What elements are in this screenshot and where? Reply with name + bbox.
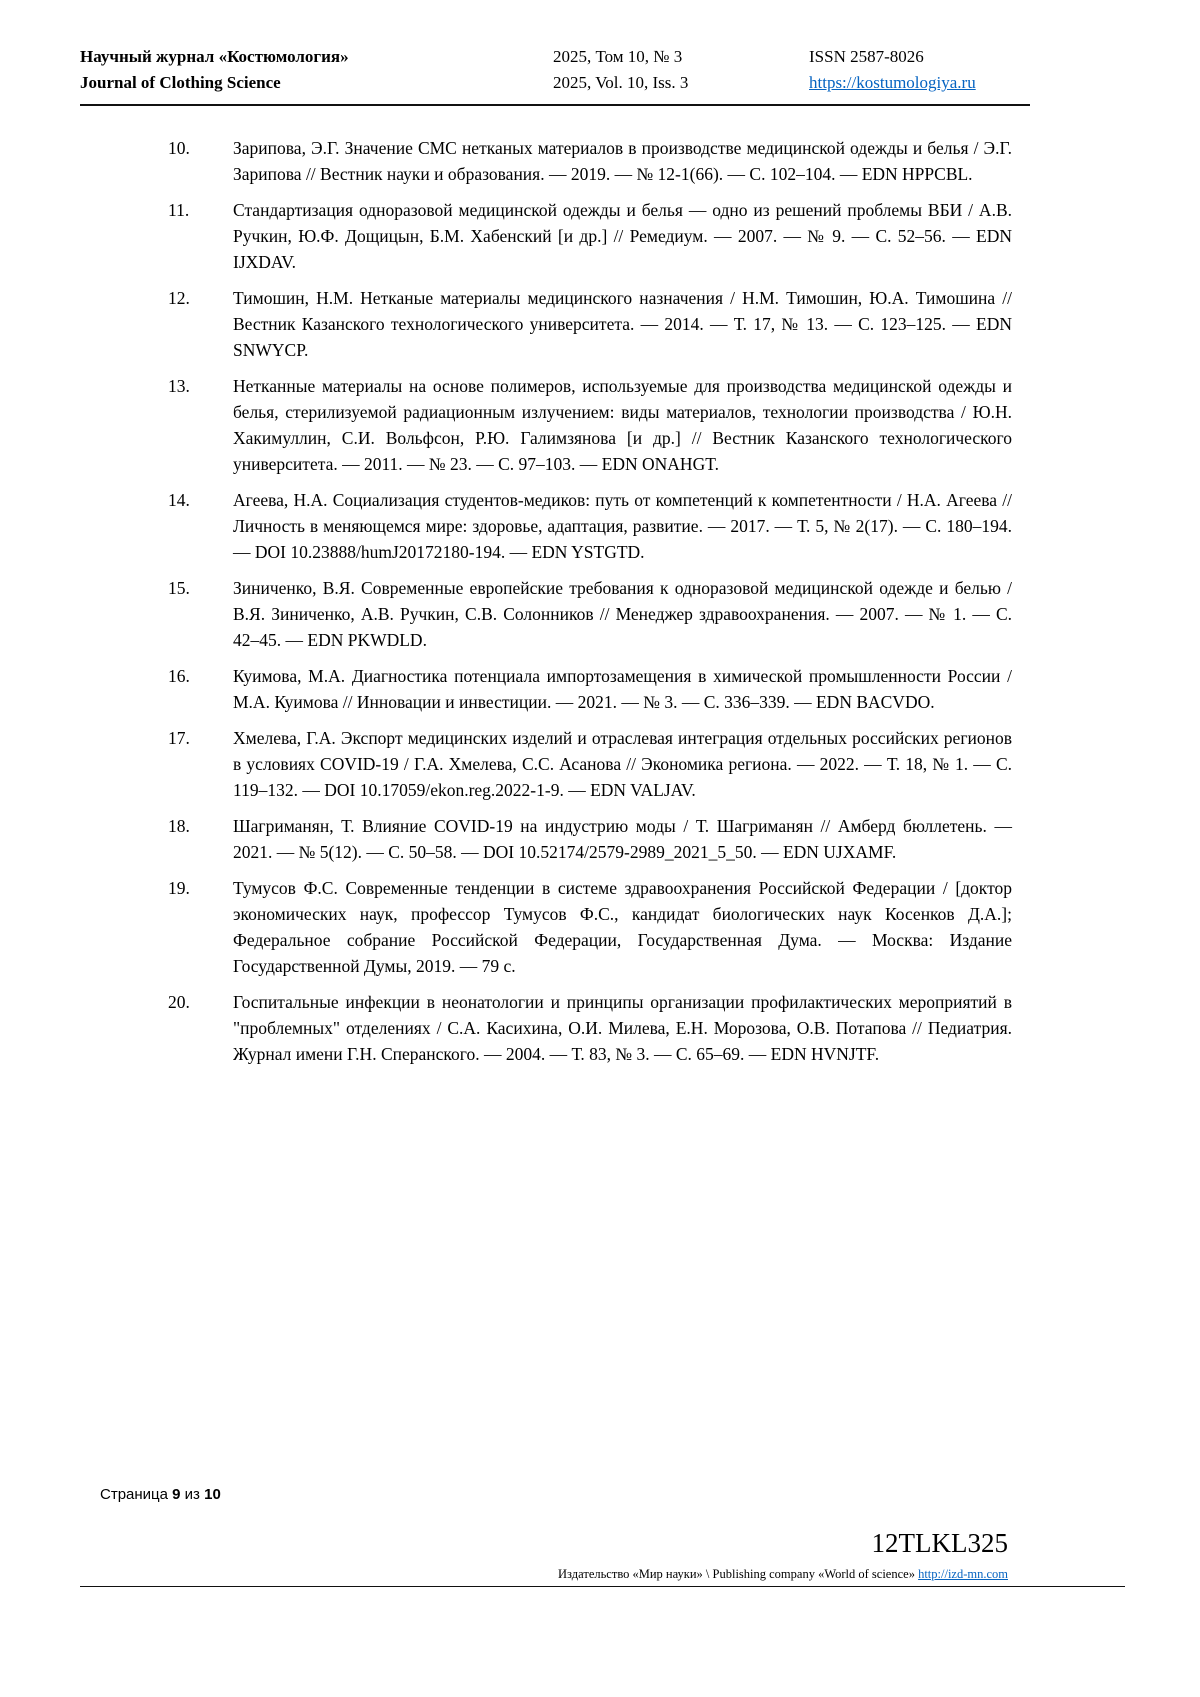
reference-item bbox=[80, 575, 1012, 653]
reference-item bbox=[80, 285, 1012, 363]
reference-number: 17. bbox=[168, 728, 190, 748]
reference-text: Госпитальные инфекции в неонатологии и принципы организации профилактических мероприятий в "проблемных" отделениях / С.А. Касихина, О.И. Милева, Е.Н. Морозова, О.В. Потапова // Педиатрия. Журнал имени Г.Н. Сперанского. — 2004. — Т. 83, № 3. — С. 65–69. — EDN HVNJTF. bbox=[233, 992, 1012, 1064]
reference-number: 16. bbox=[168, 666, 190, 686]
reference-number: 14. bbox=[168, 490, 190, 510]
reference-item bbox=[80, 135, 1012, 187]
reference-item bbox=[80, 663, 1012, 715]
reference-number: 13. bbox=[168, 376, 190, 396]
reference-number: 18. bbox=[168, 816, 190, 836]
issue-info-en: 2025, Vol. 10, Iss. 3 bbox=[553, 73, 689, 93]
page-header bbox=[80, 44, 1030, 97]
page-counter-of: из bbox=[184, 1486, 200, 1503]
reference-item bbox=[80, 373, 1012, 477]
document-code: 12TLKL325 bbox=[871, 1528, 1008, 1558]
reference-text: Куимова, М.А. Диагностика потенциала импортозамещения в химической промышленности России / М.А. Куимова // Инновации и инвестиции. — 2021. — № 3. — С. 336–339. — EDN BACVDO. bbox=[233, 666, 1012, 712]
reference-number: 11. bbox=[168, 200, 190, 220]
issn-block bbox=[809, 44, 1030, 97]
journal-title-en: Journal of Clothing Science bbox=[80, 73, 281, 93]
publisher-text: Издательство «Мир науки» \ Publishing company «World of science» bbox=[558, 1567, 915, 1581]
reference-text: Зиниченко, В.Я. Современные европейские требования к одноразовой медицинской одежде и белью / В.Я. Зиниченко, А.В. Ручкин, С.В. Солонников // Менеджер здравоохранения. — 2007. — № 1. — С. 42–45. — EDN PKWDLD. bbox=[233, 578, 1012, 650]
reference-text: Нетканные материалы на основе полимеров, используемые для производства медицинской одежды и белья, стерилизуемой радиационным излучением: виды материалов, технологии производства / Ю.Н. Хакимуллин, С.И. Вольфсон, Р.Ю. Галимзянова [и др.] // Вестник Казанского технологического университета. — 2011. — № 23. — С. 97–103. — EDN ONAHGT. bbox=[233, 376, 1012, 474]
reference-item bbox=[80, 487, 1012, 565]
publisher-url-link[interactable]: http://izd-mn.com bbox=[918, 1567, 1008, 1581]
reference-item bbox=[80, 989, 1012, 1067]
reference-text: Тимошин, Н.М. Нетканые материалы медицинского назначения / Н.М. Тимошин, Ю.А. Тимошина // Вестник Казанского технологического университета. — 2014. — Т. 17, № 13. — С. 123–125. — EDN SNWYCP. bbox=[233, 288, 1012, 360]
issn-text: ISSN 2587-8026 bbox=[809, 47, 924, 66]
footer-divider bbox=[80, 1586, 1125, 1587]
reference-number: 10. bbox=[168, 138, 190, 158]
reference-text: Хмелева, Г.А. Экспорт медицинских изделий и отраслевая интеграция отдельных российских регионов в условиях COVID-19 / Г.А. Хмелева, С.С. Асанова // Экономика региона. — 2022. — Т. 18, № 1. — С. 119–132. — DOI 10.17059/ekon.reg.2022-1-9. — EDN VALJAV. bbox=[233, 728, 1012, 800]
reference-text: Зарипова, Э.Г. Значение СМС нетканых материалов в производстве медицинской одежды и белья / Э.Г. Зарипова // Вестник науки и образования. — 2019. — № 12-1(66). — С. 102–104. — EDN HPPCBL. bbox=[233, 138, 1012, 184]
journal-title-ru: Научный журнал «Костюмология» bbox=[80, 47, 349, 66]
page-counter bbox=[100, 1486, 221, 1503]
header-divider bbox=[80, 104, 1030, 106]
publisher-line bbox=[558, 1567, 1008, 1582]
reference-number: 19. bbox=[168, 878, 190, 898]
reference-number: 20. bbox=[168, 992, 190, 1012]
reference-text: Агеева, Н.А. Социализация студентов-медиков: путь от компетенций к компетентности / Н.А. Агеева // Личность в меняющемся мире: здоровье, адаптация, развитие. — 2017. — Т. 5, № 2(17). — С. 180–194. — DOI 10.23888/humJ20172180-194. — EDN YSTGTD. bbox=[233, 490, 1012, 562]
reference-item bbox=[80, 197, 1012, 275]
references-list bbox=[80, 135, 1012, 1077]
reference-item bbox=[80, 813, 1012, 865]
reference-item bbox=[80, 875, 1012, 979]
reference-number: 12. bbox=[168, 288, 190, 308]
issue-info-block bbox=[553, 44, 809, 97]
reference-text: Стандартизация одноразовой медицинской одежды и белья — одно из решений проблемы ВБИ / А.В. Ручкин, Ю.Ф. Дощицын, Б.М. Хабенский [и др.] // Ремедиум. — 2007. — № 9. — С. 52–56. — EDN IJXDAV. bbox=[233, 200, 1012, 272]
page-counter-current: 9 bbox=[172, 1486, 181, 1503]
reference-text: Шагриманян, Т. Влияние COVID-19 на индустрию моды / Т. Шагриманян // Амберд бюллетень. — 2021. — № 5(12). — С. 50–58. — DOI 10.52174/2579-2989_2021_5_50. — EDN UJXAMF. bbox=[233, 816, 1012, 862]
journal-title-block bbox=[80, 44, 553, 97]
page-counter-total: 10 bbox=[204, 1486, 221, 1503]
reference-text: Тумусов Ф.С. Современные тенденции в системе здравоохранения Российской Федерации / [доктор экономических наук, профессор Тумусов Ф.С., кандидат биологических наук Косенков Д.А.]; Федеральное собрание Российской Федерации, Государственная Дума. — Москва: Издание Государственной Думы, 2019. — 79 с. bbox=[233, 878, 1012, 976]
reference-number: 15. bbox=[168, 578, 190, 598]
journal-url-link[interactable]: https://kostumologiya.ru bbox=[809, 73, 976, 93]
page-counter-label: Страница bbox=[100, 1486, 168, 1503]
issue-info-ru: 2025, Том 10, № 3 bbox=[553, 47, 683, 66]
reference-item bbox=[80, 725, 1012, 803]
